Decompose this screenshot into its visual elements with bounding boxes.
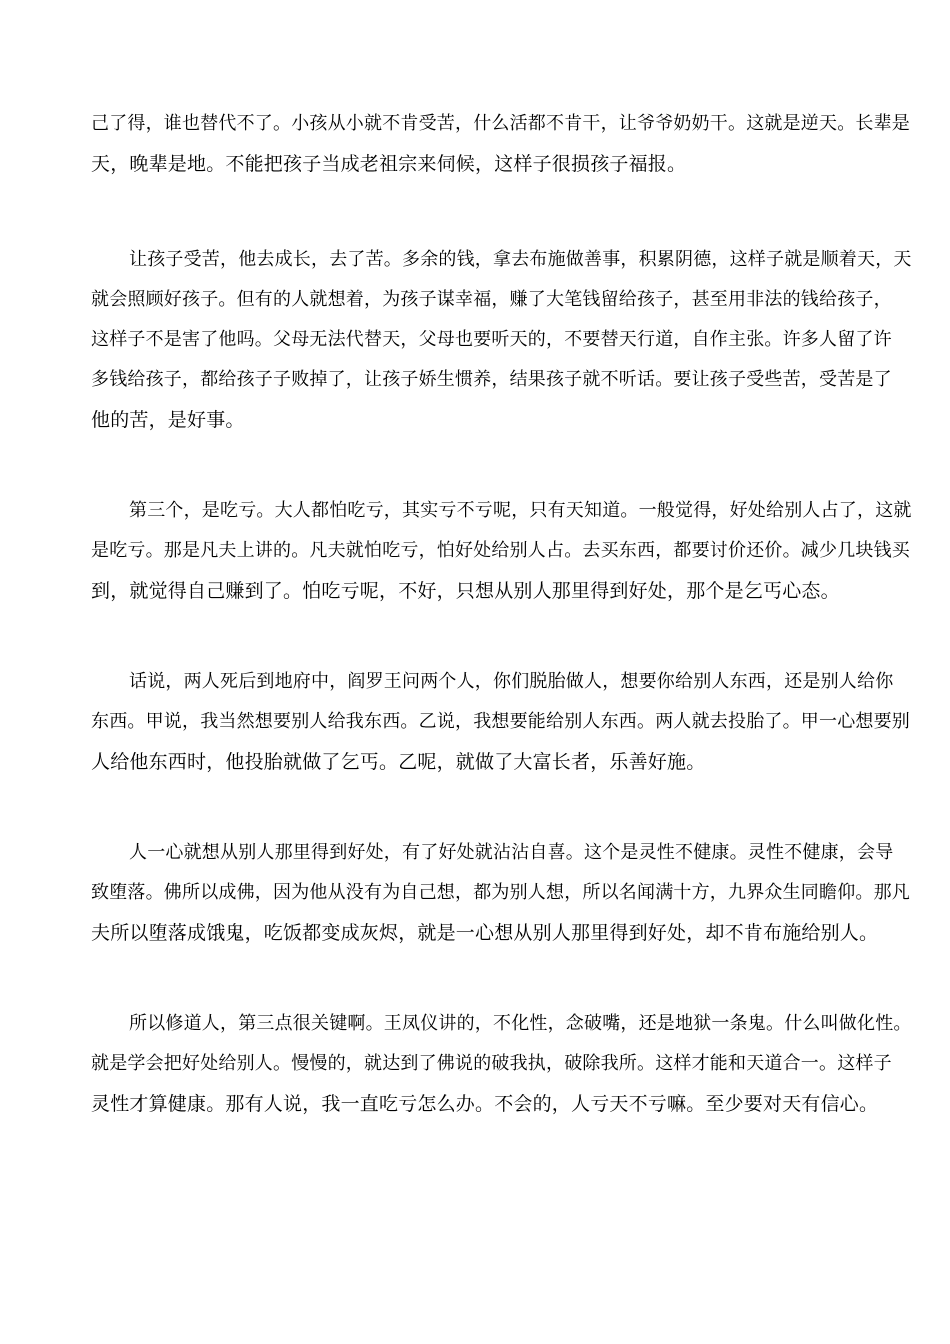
paragraph-1 bbox=[91, 104, 913, 184]
paragraph-6 bbox=[91, 1004, 913, 1124]
text-line: 己了得，谁也替代不了。小孩从小就不肯受苦，什么活都不肯干，让爷爷奶奶干。这就是逆天。长辈是 bbox=[91, 113, 910, 134]
text-line: 让孩子受苦，他去成长，去了苦。多余的钱，拿去布施做善事，积累阴德，这样子就是顺着天，天 bbox=[129, 249, 912, 270]
text-line: 到，就觉得自己赚到了。怕吃亏呢，不好，只想从别人那里得到好处，那个是乞丐心态。 bbox=[91, 580, 840, 602]
text-line: 话说，两人死后到地府中，阎罗王问两个人，你们脱胎做人，想要你给别人东西，还是别人给你 bbox=[129, 671, 894, 692]
paragraph-4 bbox=[91, 662, 913, 782]
text-line: 夫所以堕落成饿鬼，吃饭都变成灰烬，就是一心想从别人那里得到好处，却不肯布施给别人。 bbox=[91, 922, 879, 944]
text-line: 致堕落。佛所以成佛，因为他从没有为自己想，都为别人想，所以名闻满十方，九界众生同瞻仰。那凡 bbox=[91, 882, 910, 903]
paragraph-3 bbox=[91, 491, 913, 611]
text-line: 人给他东西时，他投胎就做了乞丐。乙呢，就做了大富长者，乐善好施。 bbox=[91, 751, 706, 773]
text-line: 东西。甲说，我当然想要别人给我东西。乙说，我想要能给别人东西。两人就去投胎了。甲一心想要别 bbox=[91, 711, 910, 732]
text-line: 就是学会把好处给别人。慢慢的，就达到了佛说的破我执，破除我所。这样才能和天道合一。这样子 bbox=[91, 1053, 892, 1074]
text-line: 天，晚辈是地。不能把孩子当成老祖宗来伺候，这样子很损孩子福报。 bbox=[91, 153, 687, 175]
paragraph-5 bbox=[91, 833, 913, 953]
paragraph-2 bbox=[91, 240, 913, 440]
document-body bbox=[91, 104, 913, 1175]
text-line: 他的苦，是好事。 bbox=[91, 409, 245, 431]
text-line: 人一心就想从别人那里得到好处，有了好处就沾沾自喜。这个是灵性不健康。灵性不健康，会导 bbox=[129, 842, 894, 863]
text-line: 是吃亏。那是凡夫上讲的。凡夫就怕吃亏，怕好处给别人占。去买东西，都要讨价还价。减少几块钱买 bbox=[91, 540, 910, 561]
text-line: 所以修道人，第三点很关键啊。王凤仪讲的，不化性，念破嘴，还是地狱一条鬼。什么叫做化性。 bbox=[129, 1013, 912, 1034]
text-line: 多钱给孩子，都给孩子子败掉了，让孩子娇生惯养，结果孩子就不听话。要让孩子受些苦，受苦是了 bbox=[91, 369, 892, 390]
text-line: 第三个，是吃亏。大人都怕吃亏，其实亏不亏呢，只有天知道。一般觉得，好处给别人占了，这就 bbox=[129, 500, 912, 521]
text-line: 灵性才算健康。那有人说，我一直吃亏怎么办。不会的，人亏天不亏嘛。至少要对天有信心。 bbox=[91, 1093, 879, 1115]
text-line: 就会照顾好孩子。但有的人就想着，为孩子谋幸福，赚了大笔钱留给孩子，甚至用非法的钱给孩子， bbox=[91, 289, 892, 310]
text-line: 这样子不是害了他吗。父母无法代替天，父母也要听天的，不要替天行道，自作主张。许多人留了许 bbox=[91, 329, 892, 350]
